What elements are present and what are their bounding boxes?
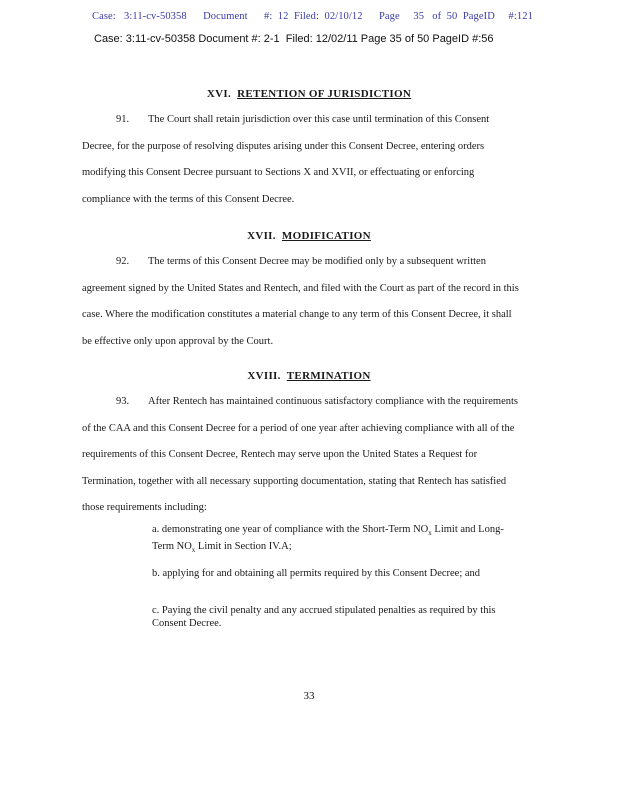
paragraph-number: 91.	[116, 114, 130, 125]
termination-item-c: c. Paying the civil penalty and any accrued stipulated penalties as required by this Consent Decree.	[152, 605, 496, 629]
termination-item-a	[152, 523, 512, 557]
section-number: XVI.	[206, 88, 232, 100]
subscript-x: x	[428, 529, 432, 538]
termination-item-b: b. applying for and obtaining all permits required by this Consent Decree; and	[152, 568, 481, 579]
item-a-text-end: Limit in Section IV.A;	[195, 541, 292, 553]
court-filing-header: Case: 3:11-cv-50358 Document #: 12 Filed: 02/10/12 Page 35 of 50 PageID #:121	[92, 11, 533, 22]
item-a-text: a. demonstrating one year of compliance with the Short-Term NO	[152, 524, 429, 535]
paragraph-number: 93.	[116, 396, 130, 407]
subscript-x: x	[191, 546, 196, 555]
section-title: TERMINATION	[286, 370, 371, 382]
paragraph-text: The Court shall retain jurisdiction over this case until termination of this Consent Decree, for the purpose of resolving disputes arising under this Consent Decree, entering orders modifying this Consent Decree pursuant to Sections X and XVII, or effectuating or enforcing compliance with the terms of this Consent Decree.	[82, 114, 490, 205]
section-number: XVIII.	[247, 370, 281, 382]
paragraph-number: 92.	[116, 256, 130, 267]
paragraph-92	[82, 249, 522, 355]
paragraph-91	[82, 107, 522, 213]
section-heading-xvi	[0, 88, 618, 100]
original-filing-header: Case: 3:11-cv-50358 Document #: 2-1 Filed: 12/02/11 Page 35 of 50 PageID #:56	[94, 33, 494, 45]
section-heading-xviii	[0, 370, 618, 382]
page-number: 33	[303, 690, 315, 702]
paragraph-93	[82, 389, 522, 522]
paragraph-text: The terms of this Consent Decree may be modified only by a subsequent written agreement signed by the United States and Rentech, and filed with the Court as part of the record in this case. Where the modification constitutes a material change to any term of this Consent Decree, it shall be effective only upon approval by the Court.	[82, 256, 519, 347]
paragraph-text: After Rentech has maintained continuous satisfactory compliance with the requirements of the CAA and this Consent Decree for a period of one year after achieving compliance with all of the requirements of this Consent Decree, Rentech may serve upon the United States a Request for Termination, together with all necessary supporting documentation, stating that Rentech has satisfied those requirements including:	[82, 396, 519, 513]
section-title: MODIFICATION	[281, 230, 371, 242]
section-title: RETENTION OF JURISDICTION	[237, 88, 412, 100]
section-heading-xvii	[0, 230, 618, 242]
section-number: XVII.	[247, 230, 276, 242]
item-a-text-middle: Limit and Long-Term NO	[152, 524, 504, 553]
